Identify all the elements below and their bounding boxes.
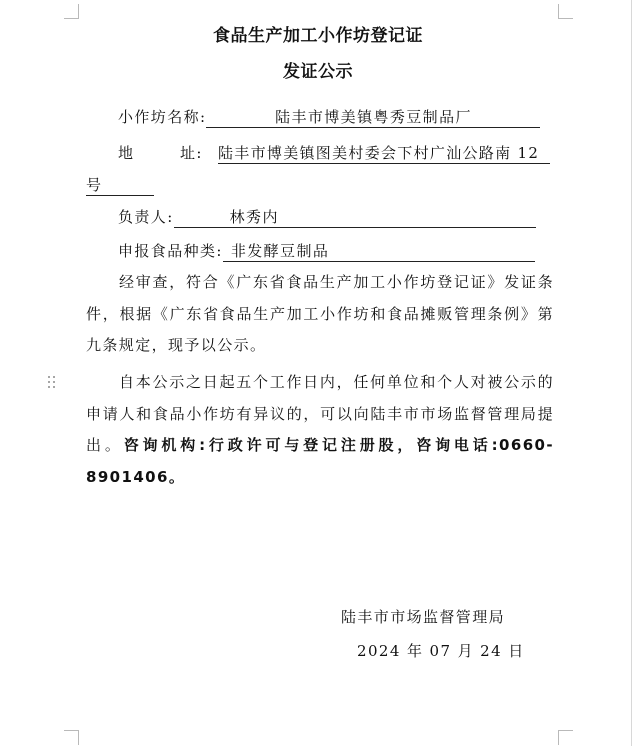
person-value-wrap xyxy=(174,207,536,228)
person-value: 林秀内 xyxy=(229,208,279,226)
address-label-char1: 地 xyxy=(118,144,135,162)
food-category-value-wrap xyxy=(223,241,535,262)
food-category-value: 非发酵豆制品 xyxy=(230,242,330,260)
issuing-authority: 陆丰市市场监督管理局 xyxy=(341,608,506,626)
issue-date: 2024 年 07 月 24 日 xyxy=(357,642,525,660)
document-title: 食品生产加工小作坊登记证 xyxy=(213,26,423,46)
person-label: 负责人: xyxy=(118,208,174,226)
contact-info: 咨询机构:行政许可与登记注册股，咨询电话:0660-8901406。 xyxy=(86,436,554,486)
objection-paragraph xyxy=(86,367,554,493)
address-value-line1: 陆丰市博美镇图美村委会下村广汕公路南 12 xyxy=(218,143,550,164)
workshop-name-label: 小作坊名称: xyxy=(118,108,207,126)
drag-handle-icon[interactable] xyxy=(48,376,58,390)
objection-text: 自本公示之日起五个工作日内，任何单位和个人对被公示的申请人和食品小作坊有异议的，可以向陆丰市市场监督管理局提出。 xyxy=(86,373,554,454)
crop-mark-bottom-left xyxy=(64,730,79,745)
address-label-char2: 址: xyxy=(180,144,203,162)
crop-mark-bottom-right xyxy=(558,730,573,745)
field-person-in-charge xyxy=(118,207,536,228)
address-value-line2: 号 xyxy=(86,175,154,196)
food-category-label: 申报食品种类: xyxy=(118,242,223,260)
field-address-continued xyxy=(86,175,154,196)
workshop-name-value: 陆丰市博美镇粤秀豆制品厂 xyxy=(206,107,540,128)
field-workshop-name xyxy=(118,107,540,128)
approval-paragraph: 经审查，符合《广东省食品生产加工小作坊登记证》发证条件，根据《广东省食品生产加工小作坊和食品摊贩管理条例》第九条规定，现予以公示。 xyxy=(86,273,554,354)
document-subtitle: 发证公示 xyxy=(283,62,353,82)
field-address xyxy=(118,143,550,164)
page-edge xyxy=(631,0,632,746)
crop-mark-top-right xyxy=(558,4,573,19)
crop-mark-top-left xyxy=(64,4,79,19)
field-food-category xyxy=(118,241,535,262)
